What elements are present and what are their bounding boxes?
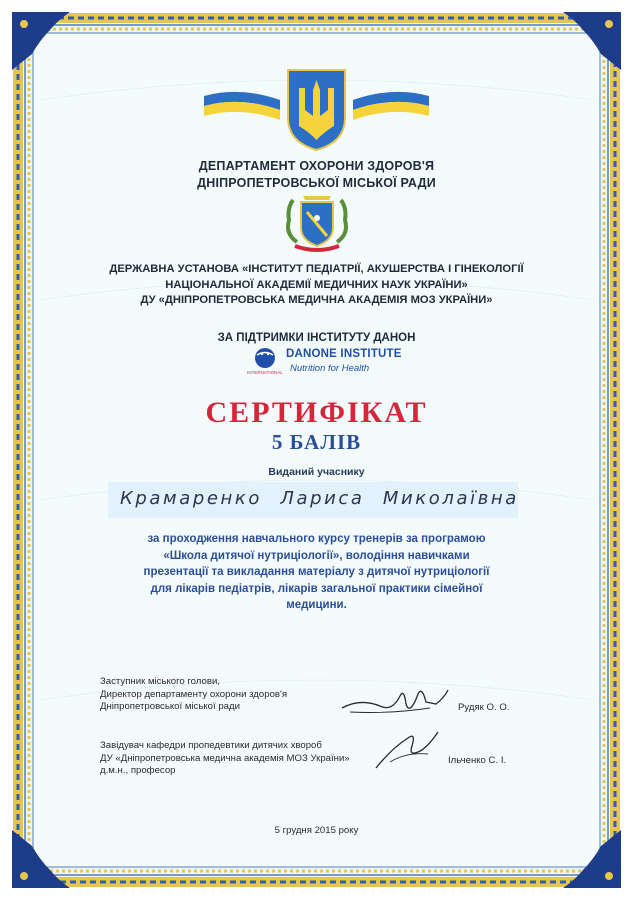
danone-tagline: Nutrition for Health xyxy=(290,363,370,374)
danone-brand-name: DANONE INSTITUTE xyxy=(286,348,402,360)
department-line: ДЕПАРТАМЕНТ ОХОРОНИ ЗДОРОВ'Я xyxy=(198,159,435,173)
signatory-title-line: Дніпропетровської міської ради xyxy=(100,701,240,712)
certificate-title: СЕРТИФІКАТ xyxy=(205,396,428,429)
description-line: для лікарів педіатрів, лікарів загальної практики сімейної xyxy=(150,582,483,595)
signatory-title-line: ДУ «Дніпропетровська медична академія МОЗ України» xyxy=(100,752,350,764)
description-line: за проходження навчального курсу тренерів за програмою xyxy=(147,533,486,545)
issue-date: 5 грудня 2015 року xyxy=(274,825,359,836)
department-header xyxy=(0,158,633,192)
trident-shield-icon xyxy=(200,66,433,154)
description-line: «Школа дитячої нутриціології», володіння навичками xyxy=(163,549,470,562)
handwritten-signature-icon xyxy=(372,728,442,772)
support-label: ЗА ПІДТРИМКИ ІНСТИТУТУ ДАНОН xyxy=(217,332,416,344)
signatory-name: Ільченко С. І. xyxy=(448,755,507,766)
signatory-title-line: д.м.н., професор xyxy=(100,765,176,776)
institution-line: НАЦІОНАЛЬНОЇ АКАДЕМІЇ МЕДИЧНИХ НАУК УКРАЇНИ» xyxy=(165,278,468,291)
recipient-name: Крамаренко Лариса Миколаївна xyxy=(120,488,519,509)
signatory-title-block xyxy=(100,740,350,778)
department-line: ДНІПРОПЕТРОВСЬКОЇ МІСЬКОЇ РАДИ xyxy=(197,176,436,190)
signatory-title-block xyxy=(100,676,287,714)
description-line: презентації та викладання матеріалу з дитячої нутриціології xyxy=(143,566,490,578)
certificate-points: 5 БАЛІВ xyxy=(271,430,362,454)
institution-line: ДЕРЖАВНА УСТАНОВА «ІНСТИТУТ ПЕДІАТРІЇ, АКУШЕРСТВА І ГІНЕКОЛОГІЇ xyxy=(109,263,524,275)
course-description xyxy=(0,531,633,614)
recipient-name-field xyxy=(108,482,518,518)
signatory-name: Рудяк О. О. xyxy=(458,702,510,713)
institution-line: ДУ «ДНІПРОПЕТРОВСЬКА МЕДИЧНА АКАДЕМІЯ МОЗ УКРАЇНИ» xyxy=(140,294,493,306)
danone-globe-logo-icon xyxy=(246,346,284,376)
danone-logo-block xyxy=(246,346,406,378)
description-line: медицини. xyxy=(286,599,347,611)
institution-header xyxy=(0,262,633,309)
issued-to-label: Виданий учаснику xyxy=(268,466,365,478)
handwritten-signature-icon xyxy=(340,684,450,724)
danone-logo-small-text: INTERNATIONAL xyxy=(247,370,283,375)
signatory-title-line: Заступник міського голови, xyxy=(100,676,220,687)
signatory-title-line: Директор департаменту охорони здоров'я xyxy=(100,688,288,700)
city-coat-of-arms-icon xyxy=(285,194,349,256)
signatory-title-line: Завідувач кафедри пропедевтики дитячих хвороб xyxy=(100,740,322,751)
